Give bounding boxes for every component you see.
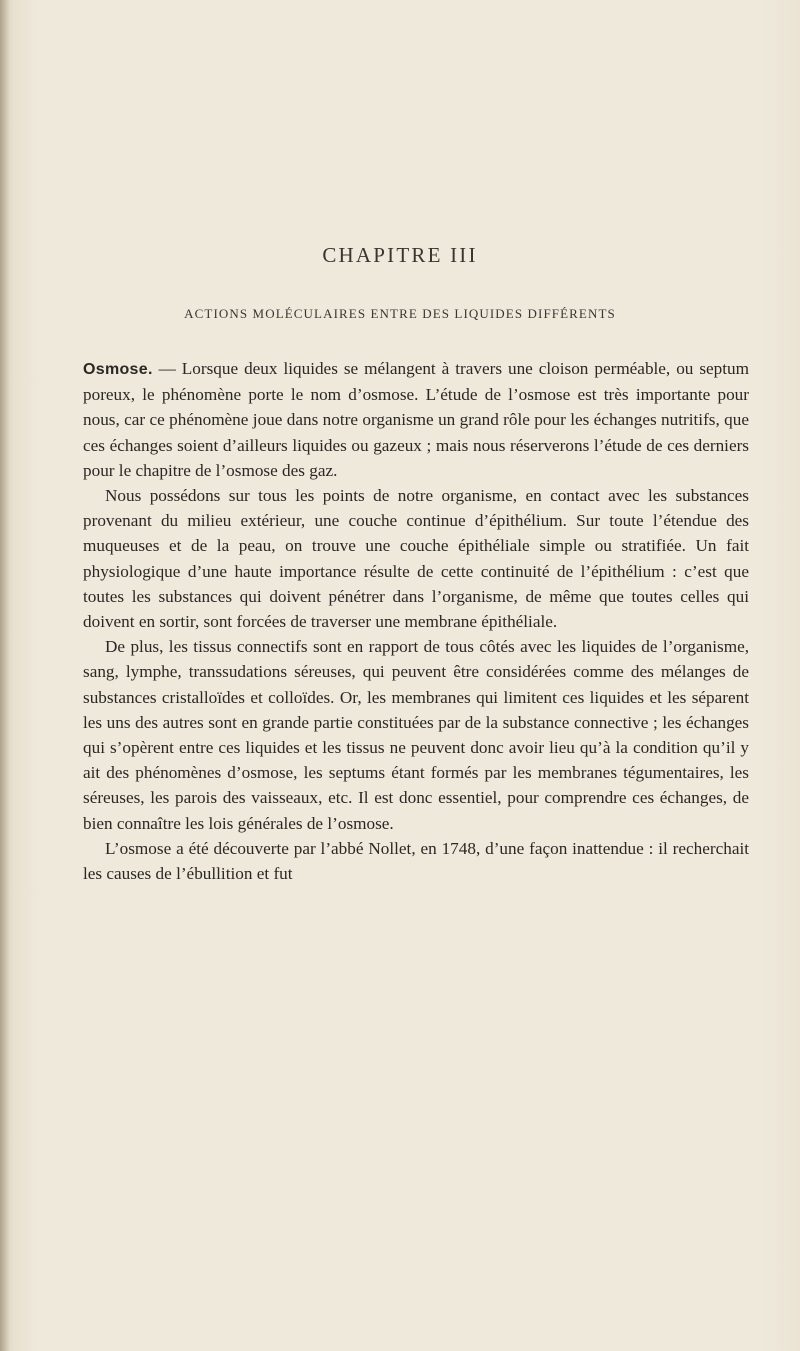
paragraph-nollet-discovery [83, 836, 749, 886]
lead-term-osmose: Osmose. [83, 361, 153, 378]
paragraph-connective-tissue [83, 634, 749, 836]
paragraph-osmose-definition [83, 356, 749, 483]
body-text [83, 356, 749, 886]
chapter-subtitle: ACTIONS MOLÉCULAIRES ENTRE DES LIQUIDES DIFFÉRENTS [184, 306, 616, 321]
chapter-title: CHAPITRE III [322, 243, 478, 267]
paragraph-text: Nous possédons sur tous les points de notre organisme, en contact avec les substances provenant du milieu extérieur, une couche continue d’épithélium. Sur toute l’étendue des muqueuses et de la peau, on trouve une couche épithéliale simple ou stratifiée. Un fait physiologique d’une haute importance résulte de cette continuité de l’épithélium : c’est que toutes les substances qui doivent pénétrer dans l’organisme, de même que toutes celles qui doivent en sortir, sont forcées de traverser une membrane épithéliale. [83, 486, 749, 632]
page-binding-edge [0, 0, 10, 1351]
paragraph-text: L’osmose a été découverte par l’abbé Nollet, en 1748, d’une façon inattendue : il recherchait les causes de l’ébullition et fut [83, 838, 749, 884]
paragraph-text: De plus, les tissus connectifs sont en rapport de tous côtés avec les liquides de l’organisme, sang, lymphe, transsudations séreuses, qui peuvent être considérées comme des mélanges de substances cristalloïdes et colloïdes. Or, les membranes qui limitent ces liquides et les séparent les uns des autres sont en grande partie constituées par de la substance connective ; les échanges qui s’opèrent entre ces liquides et les tissus ne peuvent donc avoir lieu qu’à la condition qu’il y ait des phénomènes d’osmose, les septums étant formés par les membranes tégumentaires, les séreuses, les parois des vaisseaux, etc. Il est donc essentiel, pour comprendre ces échanges, de bien connaître les lois générales de l’osmose. [83, 637, 749, 833]
paragraph-text: — Lorsque deux liquides se mélangent à travers une cloison perméable, ou septum poreux, le phénomène porte le nom d’osmose. L’étude de l’osmose est très importante pour nous, car ce phénomène joue dans notre organisme un grand rôle pour les échanges nutritifs, que ces échanges soient d’ailleurs liquides ou gazeux ; mais nous réserverons l’étude de ces derniers pour le chapitre de l’osmose des gaz. [83, 359, 749, 480]
paragraph-epithelium [83, 483, 749, 634]
